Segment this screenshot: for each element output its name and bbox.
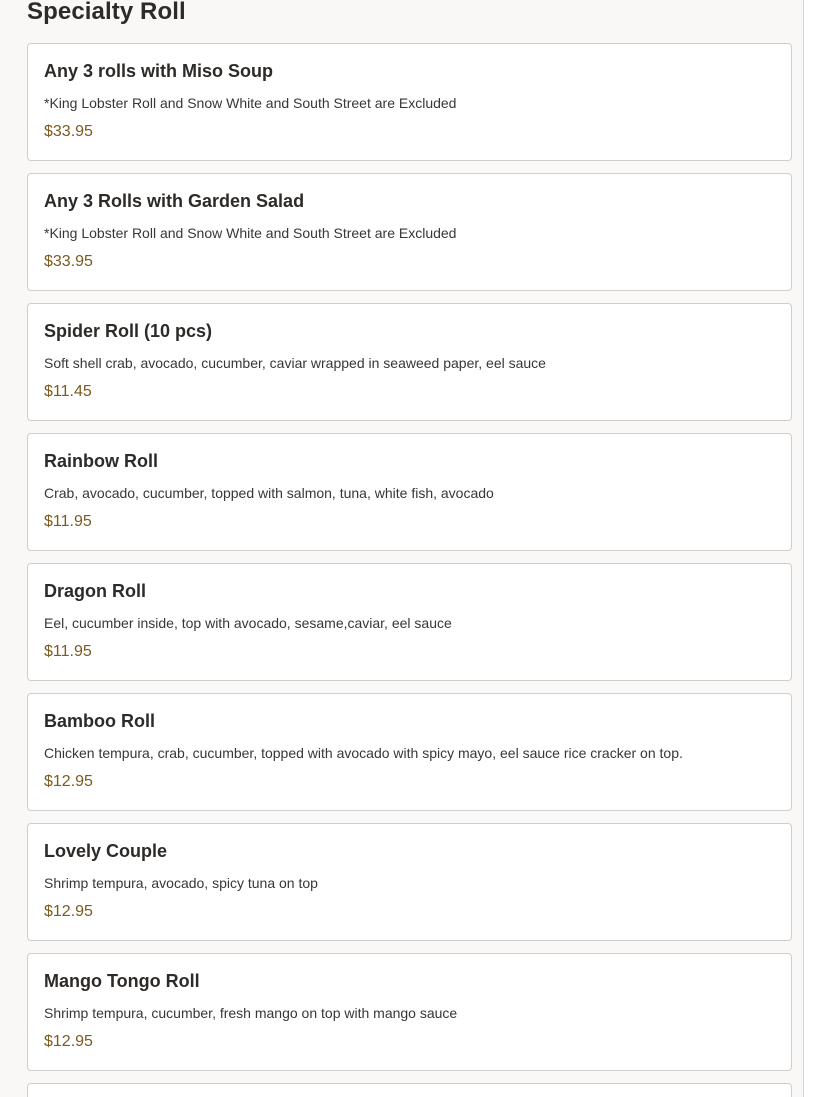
menu-item-name: Rainbow Roll: [44, 451, 158, 471]
menu-item-price: $33.95: [44, 123, 93, 140]
menu-item-price: $33.95: [44, 253, 93, 270]
menu-item-card[interactable]: [27, 303, 792, 421]
menu-item-description: Eel, cucumber inside, top with avocado, sesame,caviar, eel sauce: [44, 615, 452, 631]
menu-item-price: $12.95: [44, 903, 93, 920]
menu-item-list: [27, 43, 792, 1097]
menu-item-description: Shrimp tempura, avocado, spicy tuna on top: [44, 875, 318, 891]
menu-item-card[interactable]: [27, 953, 792, 1071]
menu-item-card[interactable]: [27, 563, 792, 681]
menu-item-name: Bamboo Roll: [44, 711, 155, 731]
menu-item-description: *King Lobster Roll and Snow White and South Street are Excluded: [44, 225, 457, 241]
section-title: Specialty Roll: [27, 0, 186, 25]
menu-item-description: Chicken tempura, crab, cucumber, topped with avocado with spicy mayo, eel sauce rice cracker on top.: [44, 745, 683, 761]
menu-item-name: Mango Tongo Roll: [44, 971, 200, 991]
menu-item-name: Any 3 rolls with Miso Soup: [44, 61, 274, 81]
menu-item-description: *King Lobster Roll and Snow White and South Street are Excluded: [44, 95, 457, 111]
menu-item-card[interactable]: [27, 433, 792, 551]
menu-item-name: Spider Roll (10 pcs): [44, 321, 213, 341]
menu-item-price: $11.95: [44, 513, 92, 530]
menu-item-card[interactable]: [27, 43, 792, 161]
menu-item-name: Dragon Roll: [44, 581, 146, 601]
menu-item-name: Any 3 Rolls with Garden Salad: [44, 191, 305, 211]
menu-item-name: Lovely Couple: [44, 841, 168, 861]
menu-item-card[interactable]: [27, 173, 792, 291]
menu-item-description: Soft shell crab, avocado, cucumber, caviar wrapped in seaweed paper, eel sauce: [44, 355, 546, 371]
menu-item-card-partial[interactable]: [27, 1083, 792, 1097]
menu-item-price: $11.45: [44, 383, 92, 400]
menu-item-price: $12.95: [44, 773, 93, 790]
menu-item-price: $11.95: [44, 643, 92, 660]
menu-item-card[interactable]: [27, 693, 792, 811]
menu-item-description: Crab, avocado, cucumber, topped with salmon, tuna, white fish, avocado: [44, 485, 494, 501]
menu-item-description: Shrimp tempura, cucumber, fresh mango on top with mango sauce: [44, 1005, 458, 1021]
menu-item-card[interactable]: [27, 823, 792, 941]
menu-item-price: $12.95: [44, 1033, 93, 1050]
